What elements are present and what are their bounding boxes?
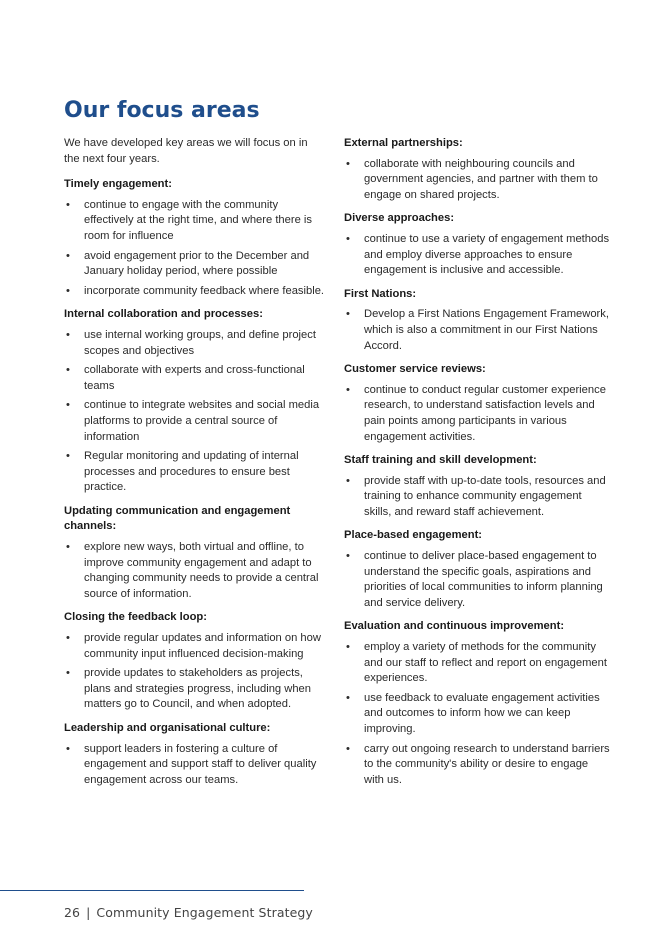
focus-section: [344, 362, 610, 445]
bullet-list: [344, 157, 610, 204]
focus-section: [64, 307, 326, 496]
intro-paragraph: We have developed key areas we will focus on in the next four years.: [64, 137, 308, 165]
focus-section: [344, 619, 610, 788]
bullet-list: [344, 383, 610, 445]
section-heading: Customer service reviews:: [344, 363, 486, 376]
bullet-list: [344, 640, 610, 788]
section-heading: Diverse approaches:: [344, 212, 455, 225]
section-heading: Leadership and organisational culture:: [64, 722, 271, 734]
bullet-item: • Develop a First Nations Engagement Framework, which is also a commitment in our First Nations Accord.: [344, 307, 610, 354]
section-heading: Updating communication and engagement channels:: [64, 504, 291, 533]
bullet-list: [64, 631, 326, 713]
footer-rule: [0, 890, 304, 891]
bullet-list: [64, 328, 326, 496]
section-heading: Place-based engagement:: [344, 529, 483, 542]
focus-section: [344, 287, 610, 354]
left-sections: [64, 177, 326, 788]
footer: [64, 905, 313, 920]
page-number: 26: [64, 905, 81, 920]
bullet-item: • continue to conduct regular customer experience research, to understand satisfaction levels and pain points among participants in various engagement activities.: [344, 383, 610, 445]
section-heading: Internal collaboration and processes:: [64, 308, 263, 321]
bullet-item: • continue to integrate websites and social media platforms to provide a central source of information: [64, 398, 326, 445]
bullet-list: [344, 549, 610, 611]
bullet-item: • support leaders in fostering a culture of engagement and support staff to deliver quality engagement across our teams.: [64, 742, 326, 789]
bullet-item: • collaborate with neighbouring councils and government agencies, and partner with them to engage on shared projects.: [344, 157, 610, 204]
bullet-item: • carry out ongoing research to understand barriers to the community's ability or desire to engage with us.: [344, 742, 610, 789]
bullet-item: • continue to engage with the community effectively at the right time, and where there is room for influence: [64, 198, 326, 245]
bullet-item: • explore new ways, both virtual and offline, to improve community engagement and adapt to changing community needs to provide a central source of information.: [64, 540, 326, 602]
bullet-item: • Regular monitoring and updating of internal processes and procedures to ensure best practice.: [64, 449, 326, 496]
section-heading: Timely engagement:: [64, 178, 172, 191]
focus-section: [64, 610, 326, 713]
page-title: Our focus areas: [64, 98, 260, 123]
bullet-item: • continue to deliver place-based engagement to understand the specific goals, aspirations and priorities of local communities to inform planning and service delivery.: [344, 549, 610, 611]
right-sections: [344, 136, 610, 788]
bullet-item: • provide updates to stakeholders as projects, plans and strategies progress, including when matters go to Council, and when adopted.: [64, 666, 326, 713]
focus-section: [344, 211, 610, 278]
bullet-list: [344, 232, 610, 279]
focus-section: [64, 721, 326, 788]
bullet-list: [64, 198, 326, 300]
focus-section: [344, 528, 610, 611]
focus-section: [344, 136, 610, 203]
section-heading: First Nations:: [344, 287, 417, 300]
focus-section: [64, 177, 326, 299]
bullet-list: [344, 474, 610, 521]
bullet-item: • employ a variety of methods for the community and our staff to reflect and report on engagement experiences.: [344, 640, 610, 687]
section-heading: Staff training and skill development:: [344, 454, 537, 467]
bullet-list: [344, 307, 610, 354]
bullet-item: • incorporate community feedback where feasible.: [64, 284, 326, 300]
bullet-item: • provide staff with up-to-date tools, resources and training to enhance community engagement skills, and reward staff achievement.: [344, 474, 610, 521]
section-heading: Evaluation and continuous improvement:: [344, 620, 565, 633]
document-title: Community Engagement Strategy: [96, 905, 313, 920]
footer-separator: |: [86, 905, 91, 920]
section-heading: Closing the feedback loop:: [64, 611, 207, 624]
bullet-item: • use internal working groups, and define project scopes and objectives: [64, 328, 326, 359]
bullet-item: • provide regular updates and information on how community input influenced decision-making: [64, 631, 326, 662]
bullet-item: • continue to use a variety of engagement methods and employ diverse approaches to ensure engagement is inclusive and accessible.: [344, 232, 610, 279]
bullet-item: • use feedback to evaluate engagement activities and outcomes to inform how we can keep improving.: [344, 691, 610, 738]
focus-section: [344, 453, 610, 520]
right-column: [344, 136, 610, 796]
bullet-item: • collaborate with experts and cross-functional teams: [64, 363, 326, 394]
left-column: [64, 136, 326, 796]
section-heading: External partnerships:: [344, 137, 463, 149]
bullet-item: • avoid engagement prior to the December and January holiday period, where possible: [64, 249, 326, 280]
bullet-list: [64, 742, 326, 789]
bullet-list: [64, 540, 326, 602]
focus-section: [64, 504, 326, 603]
